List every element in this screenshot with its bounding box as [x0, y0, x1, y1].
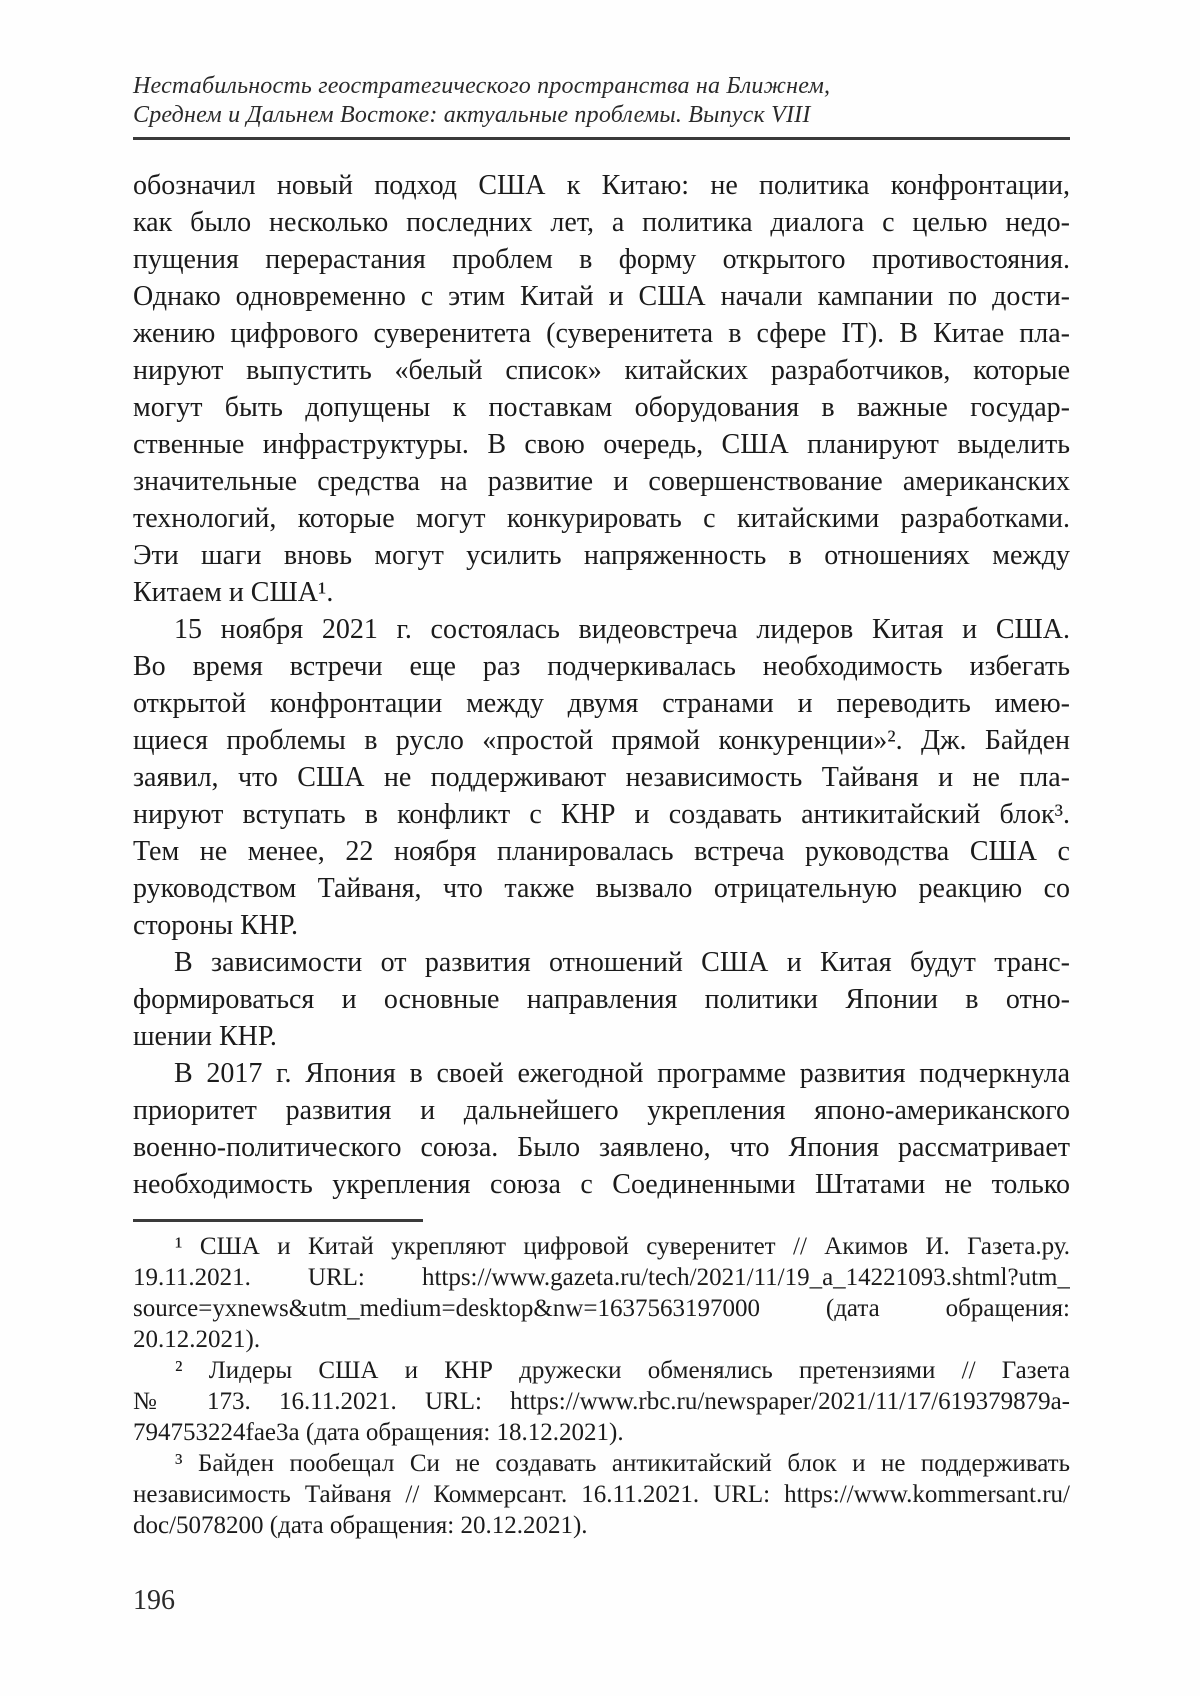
footnote-line: ¹ США и Китай укрепляют цифровой суверенитет // Акимов И. Газета.ру.	[175, 1233, 1070, 1260]
body-line: шении КНР.	[133, 1021, 277, 1052]
footnote-line: 19.11.2021. URL: https://www.gazeta.ru/tech/2021/11/19_a_14221093.shtml?utm_	[133, 1264, 1070, 1291]
body-paragraph	[133, 944, 1070, 1055]
body-line: руководством Тайваня, что также вызвало отрицательную реакцию со	[133, 873, 1070, 904]
body-line: необходимость укрепления союза с Соединенными Штатами не только	[133, 1169, 1070, 1200]
page-number: 196	[133, 1585, 175, 1616]
body-line: нируют вступать в конфликт с КНР и создавать антикитайский блок³.	[133, 799, 1070, 830]
body-line: формироваться и основные направления политики Японии в отно-	[133, 984, 1070, 1015]
footnote-line: № 173. 16.11.2021. URL: https://www.rbc.ru/newspaper/2021/11/17/619379879a-	[133, 1388, 1070, 1415]
body-line: жению цифрового суверенитета (суверенитета в сфере IT). В Китае пла-	[133, 318, 1070, 349]
body-line: пущения перерастания проблем в форму открытого противостояния.	[133, 244, 1070, 275]
body-line: Во время встречи еще раз подчеркивалась необходимость избегать	[133, 651, 1070, 682]
footnote-line: source=yxnews&utm_medium=desktop&nw=1637563197000 (дата обращения:	[133, 1295, 1070, 1322]
running-header	[133, 72, 1070, 130]
footnote	[133, 1355, 1070, 1448]
body-line: приоритет развития и дальнейшего укрепления японо-американского	[133, 1095, 1070, 1126]
footnote-line: 794753224fae3a (дата обращения: 18.12.2021).	[133, 1419, 624, 1446]
running-header-line-2: Среднем и Дальнем Востоке: актуальные проблемы. Выпуск VIII	[133, 102, 811, 128]
footnote	[133, 1231, 1070, 1355]
body-line: Однако одновременно с этим Китай и США начали кампании по дости-	[133, 281, 1070, 312]
footnotes	[133, 1231, 1070, 1541]
body-paragraph	[133, 611, 1070, 944]
running-header-line-1: Нестабильность геостратегического пространства на Ближнем,	[133, 73, 831, 99]
body-line: щиеся проблемы в русло «простой прямой конкуренции»². Дж. Байден	[133, 725, 1070, 756]
footnote-line: ³ Байден пообещал Си не создавать антикитайский блок и не поддерживать	[175, 1450, 1070, 1477]
body-line: заявил, что США не поддерживают независимость Тайваня и не пла-	[133, 762, 1070, 793]
body-line: стороны КНР.	[133, 910, 299, 941]
body-line: военно-политического союза. Было заявлено, что Япония рассматривает	[133, 1132, 1070, 1163]
body-text	[133, 167, 1070, 1203]
body-line: значительные средства на развитие и совершенствование американских	[133, 466, 1070, 497]
header-rule	[133, 137, 1070, 140]
body-line: ственные инфраструктуры. В свою очередь, США планируют выделить	[133, 429, 1070, 460]
body-line: обозначил новый подход США к Китаю: не политика конфронтации,	[133, 170, 1070, 201]
body-line: В 2017 г. Япония в своей ежегодной программе развития подчеркнула	[174, 1058, 1070, 1089]
footnote-line: 20.12.2021).	[133, 1326, 261, 1353]
body-line: как было несколько последних лет, а политика диалога с целью недо-	[133, 207, 1070, 238]
footnote-line: независимость Тайваня // Коммерсант. 16.11.2021. URL: https://www.kommersant.ru/	[133, 1481, 1070, 1508]
body-line: нируют выпустить «белый список» китайских разработчиков, которые	[133, 355, 1070, 386]
body-line: Эти шаги вновь могут усилить напряженность в отношениях между	[133, 540, 1070, 571]
body-paragraph	[133, 1055, 1070, 1203]
footnote-line: ² Лидеры США и КНР дружески обменялись претензиями // Газета	[175, 1357, 1070, 1384]
body-line: Китаем и США¹.	[133, 577, 334, 608]
body-line: В зависимости от развития отношений США и Китая будут транс-	[174, 947, 1070, 978]
body-line: могут быть допущены к поставкам оборудования в важные государ-	[133, 392, 1070, 423]
body-line: Тем не менее, 22 ноября планировалась встреча руководства США с	[133, 836, 1070, 867]
body-line: открытой конфронтации между двумя странами и переводить имею-	[133, 688, 1070, 719]
footnote-line: doc/5078200 (дата обращения: 20.12.2021).	[133, 1512, 588, 1539]
body-paragraph	[133, 167, 1070, 611]
footnote-separator	[133, 1219, 423, 1222]
page-content	[133, 0, 1070, 1541]
body-line: 15 ноября 2021 г. состоялась видеовстреча лидеров Китая и США.	[174, 614, 1070, 645]
body-line: технологий, которые могут конкурировать с китайскими разработками.	[133, 503, 1070, 534]
footnote	[133, 1448, 1070, 1541]
